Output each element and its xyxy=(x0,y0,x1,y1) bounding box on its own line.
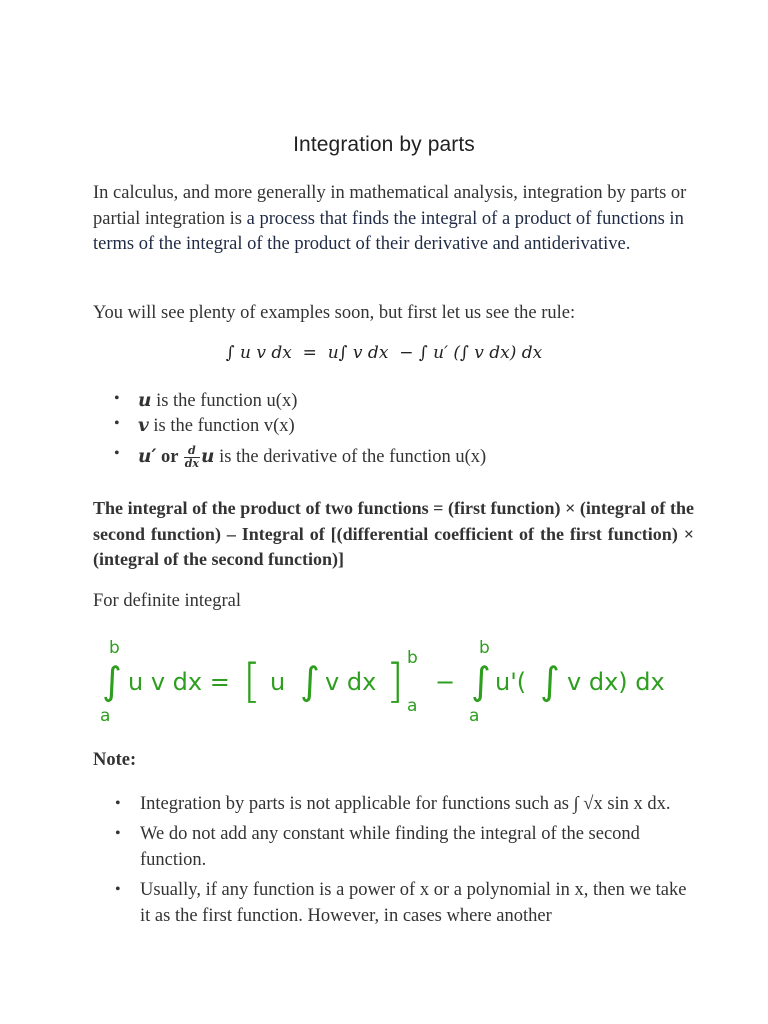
intro-text-part1: In calculus, and more generally in mathematical analysis, integration by parts or partial integration is xyxy=(93,183,687,229)
close-bracket: ] xyxy=(386,654,404,708)
bullet-icon: • xyxy=(115,881,121,898)
bullet-icon: • xyxy=(114,445,120,462)
term-uprime: u'( xyxy=(495,668,527,696)
intro-paragraph xyxy=(93,181,698,258)
fraction-numerator: d xyxy=(184,445,200,458)
rule-formula: ∫ u v dx = u∫ v dx − ∫ u′ (∫ v dx) dx xyxy=(225,343,543,363)
product-rule-statement: The integral of the product of two functions = (first function) × (integral of the second function) – Integral of [(differential coefficient of the first function) × (integral of the second function)] xyxy=(93,498,694,569)
bullet-icon: • xyxy=(114,415,120,432)
minus-sign: − xyxy=(435,668,456,696)
bracket-lower-limit: a xyxy=(407,696,418,716)
upper-limit: b xyxy=(109,638,120,658)
bullet-icon: • xyxy=(115,825,121,842)
intro-text-part2: a process that finds the integral of a product of functions in terms of the integral of the product of their derivative and antiderivative. xyxy=(93,208,684,254)
definition-text: is the function v(x) xyxy=(148,416,295,436)
term-vdx: v dx xyxy=(325,668,377,696)
notes-list xyxy=(93,791,693,933)
definition-item-v xyxy=(93,415,486,441)
integral-sign-icon: ∫ xyxy=(471,659,491,703)
or-text: or xyxy=(156,446,183,467)
open-bracket: [ xyxy=(243,654,261,708)
note-item xyxy=(93,821,693,873)
fraction-denominator: dx xyxy=(184,457,199,470)
note-item xyxy=(93,791,693,817)
page-title: Integration by parts xyxy=(293,133,475,156)
term-uvdx: u v dx = xyxy=(128,668,230,696)
upper-limit: b xyxy=(479,638,490,658)
bullet-icon: • xyxy=(114,390,120,407)
derivative-fraction xyxy=(184,445,200,470)
symbol-u: u xyxy=(138,390,152,411)
term-u: u xyxy=(270,668,286,696)
definition-item-derivative xyxy=(93,441,486,475)
definition-list xyxy=(93,390,486,475)
bullet-icon: • xyxy=(115,795,121,812)
lower-limit: a xyxy=(469,706,480,726)
note-text: Integration by parts is not applicable for functions such as ∫ √x sin x dx. xyxy=(140,794,671,814)
symbol-u: u xyxy=(200,445,215,467)
integral-sign-icon: ∫ xyxy=(540,659,560,703)
definition-text: is the function u(x) xyxy=(151,391,298,411)
symbol-uprime: u′ xyxy=(138,445,157,467)
term-end: v dx) dx xyxy=(567,668,665,696)
lead-paragraph: You will see plenty of examples soon, but first let us see the rule: xyxy=(93,303,576,323)
note-heading: Note: xyxy=(93,750,137,770)
note-text: We do not add any constant while finding the integral of the second function. xyxy=(140,824,640,870)
definition-text: is the derivative of the function u(x) xyxy=(214,446,487,467)
integral-sign-icon: ∫ xyxy=(300,659,320,703)
note-item xyxy=(93,877,693,929)
definite-integral-label: For definite integral xyxy=(93,591,241,611)
lower-limit: a xyxy=(100,706,111,726)
integral-sign-icon: ∫ xyxy=(102,659,122,703)
note-text: Usually, if any function is a power of x or a polynomial in x, then we take it as the first function. However, in cases where another xyxy=(140,880,687,926)
bracket-upper-limit: b xyxy=(407,648,418,668)
definition-item-u xyxy=(93,390,486,415)
symbol-v: v xyxy=(138,415,149,436)
